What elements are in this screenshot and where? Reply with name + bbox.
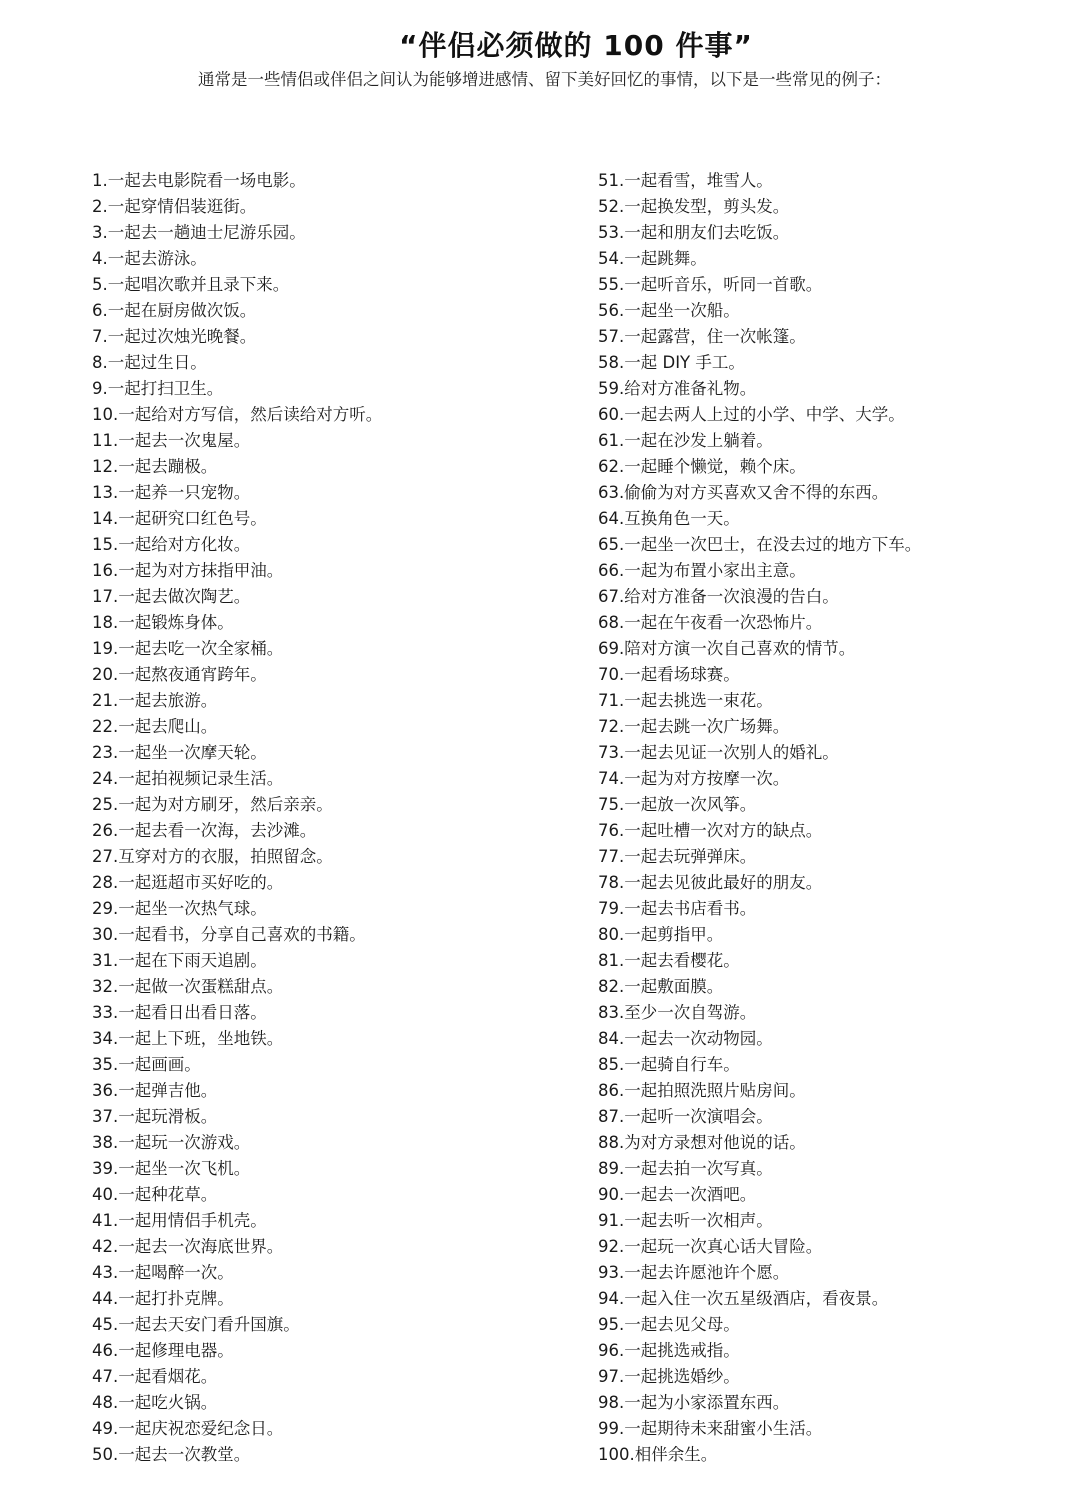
list-item: 14.一起研究口红色号。 <box>92 509 267 528</box>
list-item: 99.一起期待未来甜蜜小生活。 <box>598 1419 823 1438</box>
list-item: 10.一起给对方写信，然后读给对方听。 <box>92 405 383 424</box>
list-item: 30.一起看书，分享自己喜欢的书籍。 <box>92 925 366 944</box>
list-item: 41.一起用情侣手机壳。 <box>92 1211 267 1230</box>
list-item: 11.一起去一次鬼屋。 <box>92 431 251 450</box>
list-item: 45.一起去天安门看升国旗。 <box>92 1315 300 1334</box>
list-item: 75.一起放一次风筝。 <box>598 795 757 814</box>
list-item: 32.一起做一次蛋糕甜点。 <box>92 977 284 996</box>
list-item: 5.一起唱次歌并且录下来。 <box>92 275 290 294</box>
list-item: 42.一起去一次海底世界。 <box>92 1237 284 1256</box>
list-item: 12.一起去蹦极。 <box>92 457 218 476</box>
list-item: 46.一起修理电器。 <box>92 1341 234 1360</box>
list-item: 44.一起打扑克牌。 <box>92 1289 234 1308</box>
list-item: 47.一起看烟花。 <box>92 1367 218 1386</box>
list-item: 53.一起和朋友们去吃饭。 <box>598 223 790 242</box>
list-item: 71.一起去挑选一束花。 <box>598 691 773 710</box>
list-item: 88.为对方录想对他说的话。 <box>598 1133 806 1152</box>
list-item: 77.一起去玩弹弹床。 <box>598 847 757 866</box>
list-item: 82.一起敷面膜。 <box>598 977 724 996</box>
list-item: 64.互换角色一天。 <box>598 509 740 528</box>
page-title: “伴侣必须做的 100 件事” <box>399 29 753 62</box>
list-item: 34.一起上下班，坐地铁。 <box>92 1029 284 1048</box>
list-item: 2.一起穿情侣装逛街。 <box>92 197 257 216</box>
list-item: 31.一起在下雨天追剧。 <box>92 951 267 970</box>
list-item: 66.一起为布置小家出主意。 <box>598 561 806 580</box>
list-item: 68.一起在午夜看一次恐怖片。 <box>598 613 823 632</box>
list-item: 60.一起去两人上过的小学、中学、大学。 <box>598 405 905 424</box>
list-item: 94.一起入住一次五星级酒店，看夜景。 <box>598 1289 889 1308</box>
list-item: 49.一起庆祝恋爱纪念日。 <box>92 1419 284 1438</box>
list-item: 78.一起去见彼此最好的朋友。 <box>598 873 823 892</box>
list-item: 70.一起看场球赛。 <box>598 665 740 684</box>
list-item: 4.一起去游泳。 <box>92 249 207 268</box>
list-item: 100.相伴余生。 <box>598 1445 718 1464</box>
list-item: 72.一起去跳一次广场舞。 <box>598 717 790 736</box>
list-item: 15.一起给对方化妆。 <box>92 535 251 554</box>
list-item: 63.偷偷为对方买喜欢又舍不得的东西。 <box>598 483 889 502</box>
list-item: 85.一起骑自行车。 <box>598 1055 740 1074</box>
list-item: 18.一起锻炼身体。 <box>92 613 234 632</box>
list-item: 56.一起坐一次船。 <box>598 301 740 320</box>
list-item: 57.一起露营，住一次帐篷。 <box>598 327 806 346</box>
list-item: 84.一起去一次动物园。 <box>598 1029 773 1048</box>
list-item: 73.一起去见证一次别人的婚礼。 <box>598 743 839 762</box>
list-item: 55.一起听音乐，听同一首歌。 <box>598 275 823 294</box>
list-item: 27.互穿对方的衣服，拍照留念。 <box>92 847 333 866</box>
list-item: 39.一起坐一次飞机。 <box>92 1159 251 1178</box>
list-item: 96.一起挑选戒指。 <box>598 1341 740 1360</box>
list-item: 19.一起去吃一次全家桶。 <box>92 639 284 658</box>
list-item: 7.一起过次烛光晚餐。 <box>92 327 257 346</box>
list-item: 59.给对方准备礼物。 <box>598 379 757 398</box>
list-item: 80.一起剪指甲。 <box>598 925 724 944</box>
list-item: 3.一起去一趟迪士尼游乐园。 <box>92 223 306 242</box>
list-item: 58.一起 DIY 手工。 <box>598 353 745 372</box>
list-item: 35.一起画画。 <box>92 1055 201 1074</box>
list-item: 33.一起看日出看日落。 <box>92 1003 267 1022</box>
list-item: 67.给对方准备一次浪漫的告白。 <box>598 587 839 606</box>
list-item: 9.一起打扫卫生。 <box>92 379 224 398</box>
list-item: 1.一起去电影院看一场电影。 <box>92 171 306 190</box>
list-item: 21.一起去旅游。 <box>92 691 218 710</box>
list-item: 98.一起为小家添置东西。 <box>598 1393 790 1412</box>
list-item: 92.一起玩一次真心话大冒险。 <box>598 1237 823 1256</box>
list-item: 37.一起玩滑板。 <box>92 1107 218 1126</box>
list-item: 76.一起吐槽一次对方的缺点。 <box>598 821 823 840</box>
list-item: 48.一起吃火锅。 <box>92 1393 218 1412</box>
list-item: 40.一起种花草。 <box>92 1185 218 1204</box>
list-item: 38.一起玩一次游戏。 <box>92 1133 251 1152</box>
list-item: 91.一起去听一次相声。 <box>598 1211 773 1230</box>
list-item: 20.一起熬夜通宵跨年。 <box>92 665 267 684</box>
list-item: 93.一起去许愿池许个愿。 <box>598 1263 790 1282</box>
list-item: 65.一起坐一次巴士，在没去过的地方下车。 <box>598 535 922 554</box>
list-item: 61.一起在沙发上躺着。 <box>598 431 773 450</box>
list-item: 23.一起坐一次摩天轮。 <box>92 743 267 762</box>
list-item: 62.一起睡个懒觉，赖个床。 <box>598 457 806 476</box>
list-item: 26.一起去看一次海，去沙滩。 <box>92 821 317 840</box>
list-column-right <box>598 170 1078 1470</box>
list-item: 43.一起喝醉一次。 <box>92 1263 234 1282</box>
list-item: 97.一起挑选婚纱。 <box>598 1367 740 1386</box>
list-item: 86.一起拍照洗照片贴房间。 <box>598 1081 806 1100</box>
list-item: 16.一起为对方抹指甲油。 <box>92 561 284 580</box>
page-subtitle: 通常是一些情侣或伴侣之间认为能够增进感情、留下美好回忆的事情，以下是一些常见的例子： <box>198 70 891 89</box>
list-item: 24.一起拍视频记录生活。 <box>92 769 284 788</box>
list-item: 29.一起坐一次热气球。 <box>92 899 267 918</box>
list-item: 25.一起为对方刷牙，然后亲亲。 <box>92 795 333 814</box>
list-item: 50.一起去一次教堂。 <box>92 1445 251 1464</box>
list-item: 8.一起过生日。 <box>92 353 207 372</box>
list-item: 28.一起逛超市买好吃的。 <box>92 873 284 892</box>
list-item: 6.一起在厨房做次饭。 <box>92 301 257 320</box>
list-item: 36.一起弹吉他。 <box>92 1081 218 1100</box>
list-item: 89.一起去拍一次写真。 <box>598 1159 773 1178</box>
list-item: 22.一起去爬山。 <box>92 717 218 736</box>
list-item: 87.一起听一次演唱会。 <box>598 1107 773 1126</box>
list-item: 79.一起去书店看书。 <box>598 899 757 918</box>
list-item: 52.一起换发型，剪头发。 <box>598 197 790 216</box>
list-item: 90.一起去一次酒吧。 <box>598 1185 757 1204</box>
list-column-left <box>92 170 572 1470</box>
list-item: 95.一起去见父母。 <box>598 1315 740 1334</box>
list-item: 69.陪对方演一次自己喜欢的情节。 <box>598 639 856 658</box>
list-item: 74.一起为对方按摩一次。 <box>598 769 790 788</box>
list-item: 83.至少一次自驾游。 <box>598 1003 757 1022</box>
list-item: 81.一起去看樱花。 <box>598 951 740 970</box>
list-item: 54.一起跳舞。 <box>598 249 707 268</box>
list-item: 13.一起养一只宠物。 <box>92 483 251 502</box>
list-item: 17.一起去做次陶艺。 <box>92 587 251 606</box>
list-item: 51.一起看雪，堆雪人。 <box>598 171 773 190</box>
